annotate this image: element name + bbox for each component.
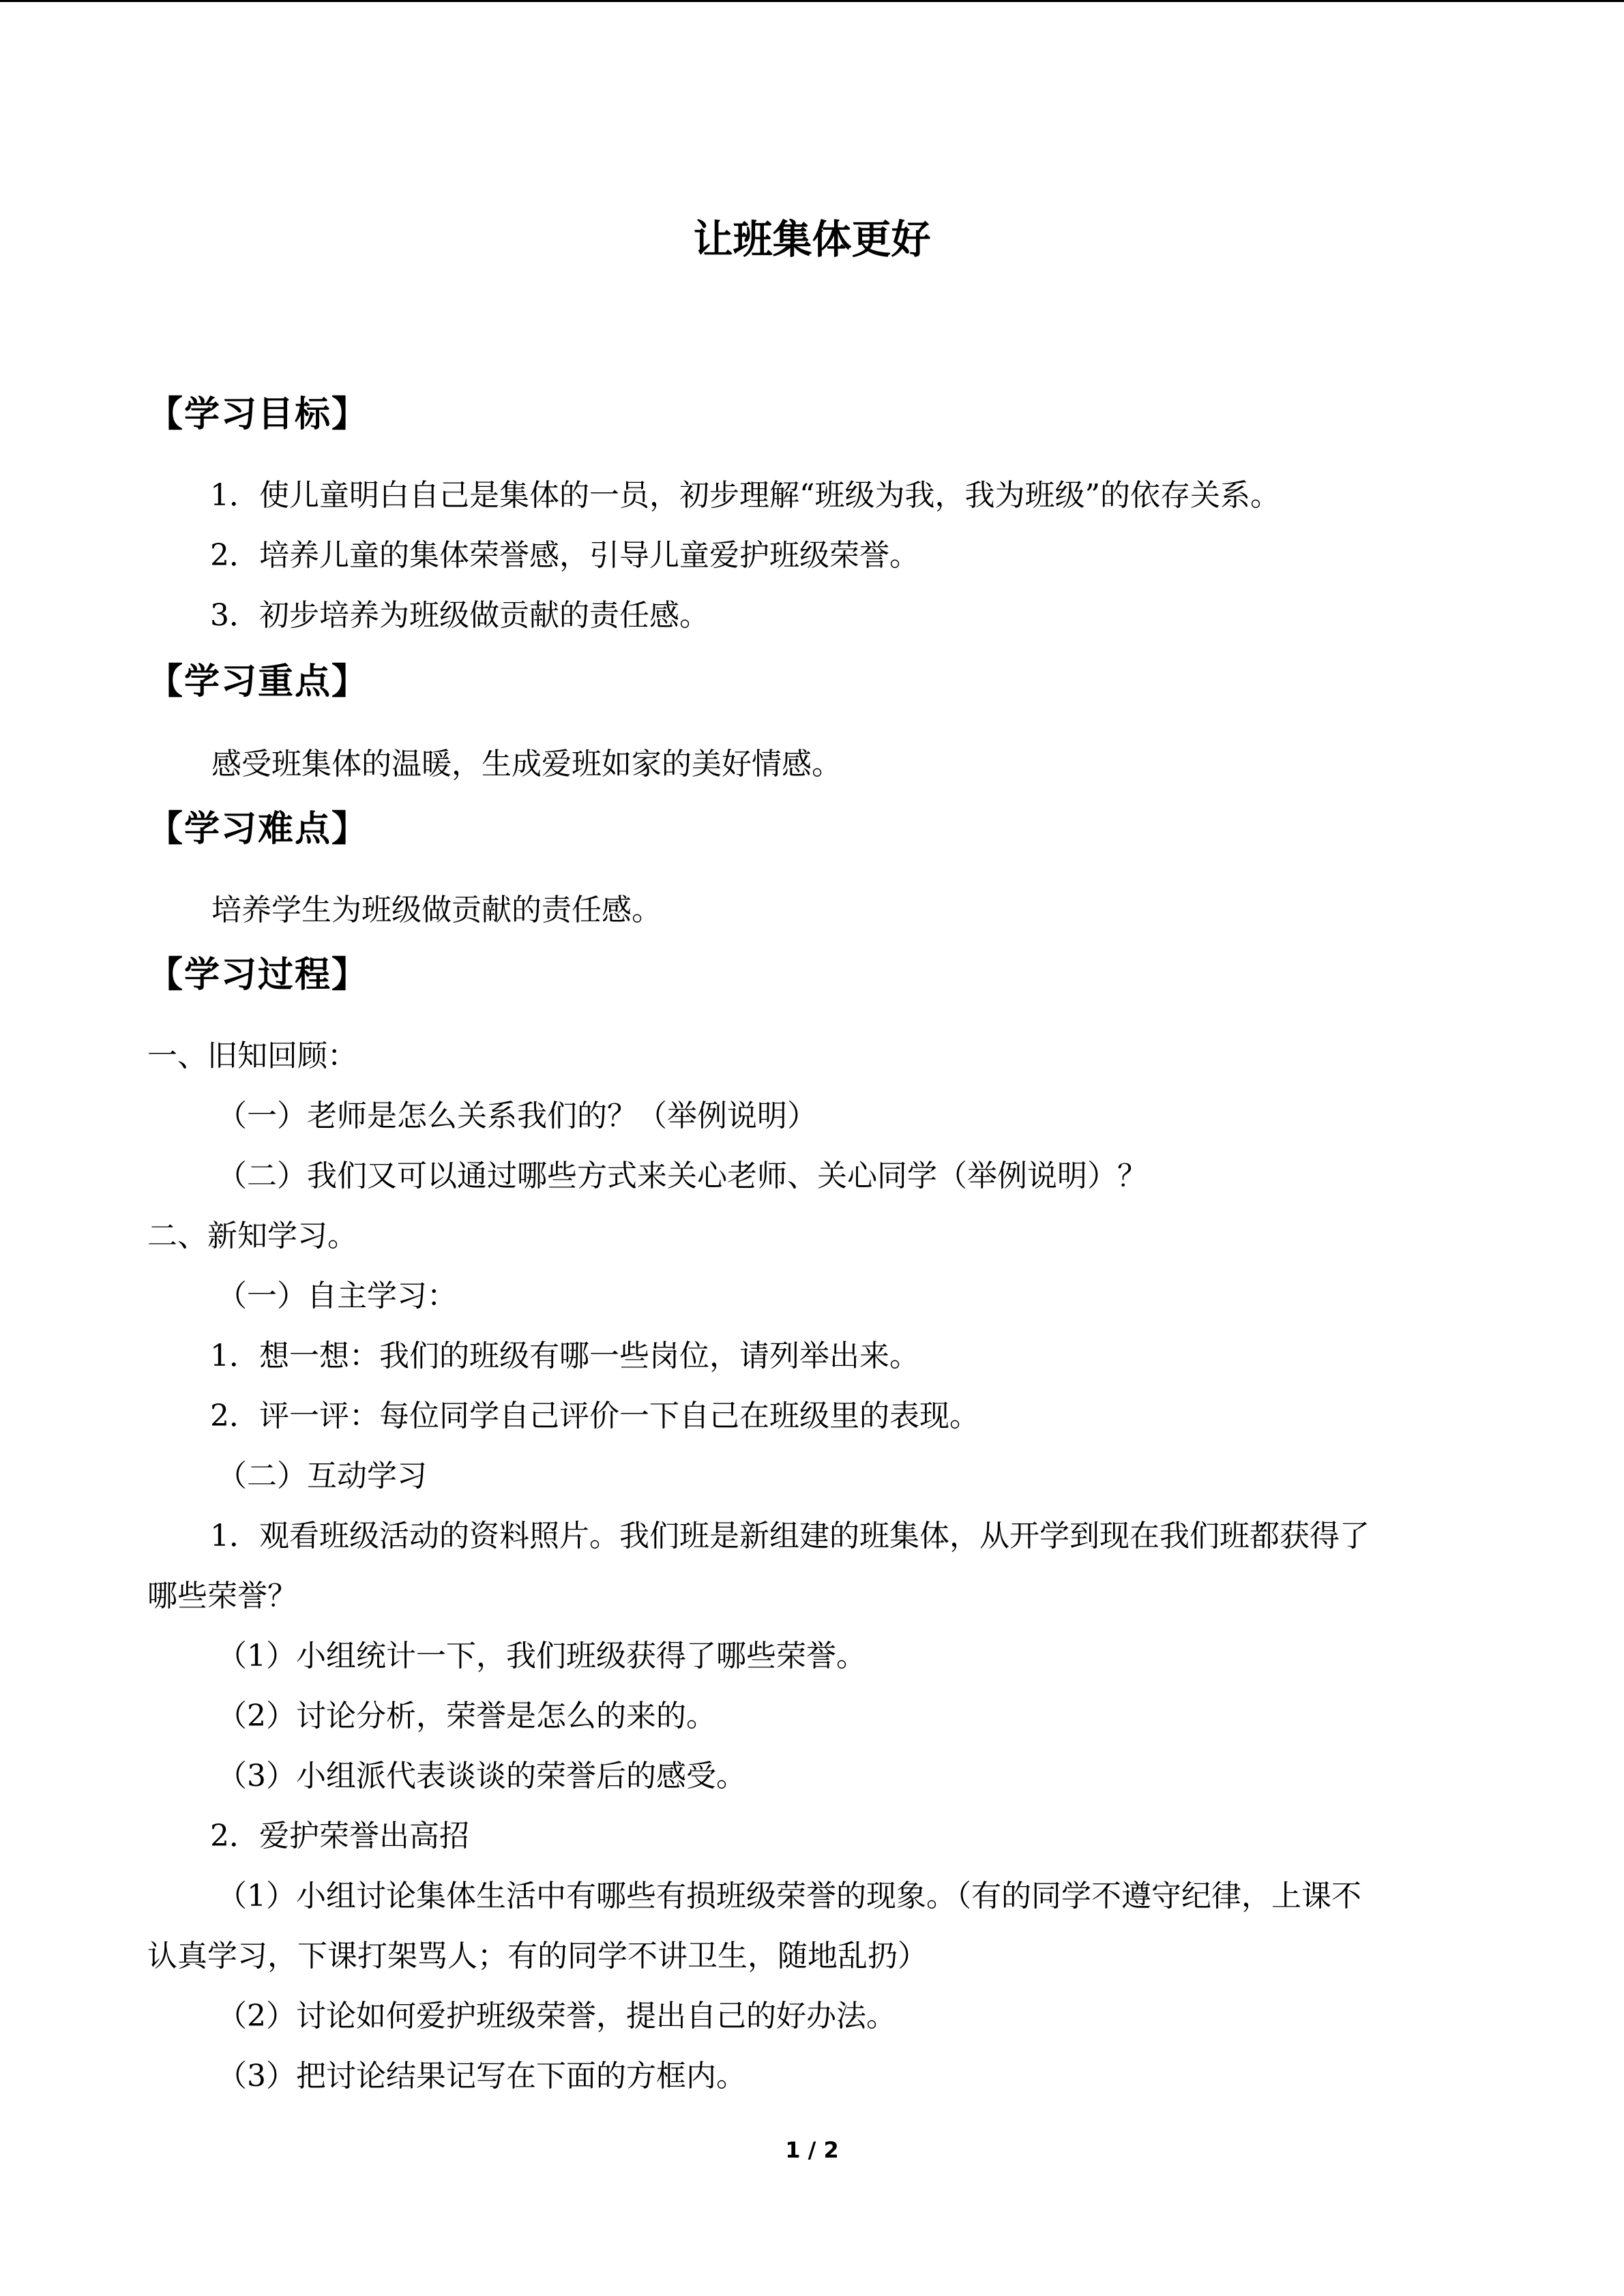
process-line: （3）把讨论结果记写在下面的方框内。 [217, 2059, 746, 2093]
process-line: 2．爱护荣誉出高招 [210, 1819, 469, 1853]
difficulties-text: 培养学生为班级做贡献的责任感。 [211, 893, 662, 927]
process-line: （3）小组派代表谈谈的荣誉后的感受。 [217, 1759, 746, 1793]
page-number: 1 / 2 [785, 2137, 839, 2163]
objective-item-1: 1．使儿童明白自己是集体的一员，初步理解“班级为我，我为班级”的依存关系。 [210, 478, 1280, 513]
process-line: 2．评一评：每位同学自己评价一下自己在班级里的表现。 [210, 1399, 979, 1433]
process-line: （2）讨论分析，荣誉是怎么的来的。 [217, 1699, 716, 1733]
process-line: （2）讨论如何爱护班级荣誉，提出自己的好办法。 [217, 1999, 896, 2033]
objective-item-2: 2．培养儿童的集体荣誉感，引导儿童爱护班级荣誉。 [210, 538, 919, 573]
process-line: （1）小组统计一下，我们班级获得了哪些荣誉。 [217, 1639, 866, 1673]
process-heading: 【学习过程】 [147, 955, 369, 996]
key-points-text: 感受班集体的温暖，生成爱班如家的美好情感。 [211, 747, 842, 781]
process-line: （1）小组讨论集体生活中有哪些有损班级荣誉的现象。（有的同学不遵守纪律，上课不 [217, 1879, 1361, 1913]
objective-item-3: 3．初步培养为班级做贡献的责任感。 [210, 598, 709, 633]
process-line: （二）互动学习 [217, 1459, 427, 1493]
process-line: 哪些荣誉？ [147, 1579, 297, 1613]
process-line: 一、旧知回顾： [147, 1039, 357, 1073]
objectives-heading: 【学习目标】 [147, 394, 369, 435]
process-line: （一）自主学习： [217, 1279, 457, 1313]
process-line: 二、新知学习。 [147, 1219, 357, 1253]
difficulties-heading: 【学习难点】 [147, 809, 369, 850]
document-title: 让班集体更好 [693, 216, 931, 263]
process-line: （二）我们又可以通过哪些方式来关心老师、关心同学（举例说明）？ [217, 1159, 1147, 1193]
key-points-heading: 【学习重点】 [147, 661, 369, 702]
process-line: 1．观看班级活动的资料照片。我们班是新组建的班集体，从开学到现在我们班都获得了 [210, 1519, 1370, 1553]
process-line: （一）老师是怎么关系我们的？（举例说明） [217, 1099, 817, 1133]
process-line: 1．想一想：我们的班级有哪一些岗位，请列举出来。 [210, 1339, 919, 1373]
process-line: 认真学习，下课打架骂人；有的同学不讲卫生，随地乱扔） [147, 1939, 928, 1973]
